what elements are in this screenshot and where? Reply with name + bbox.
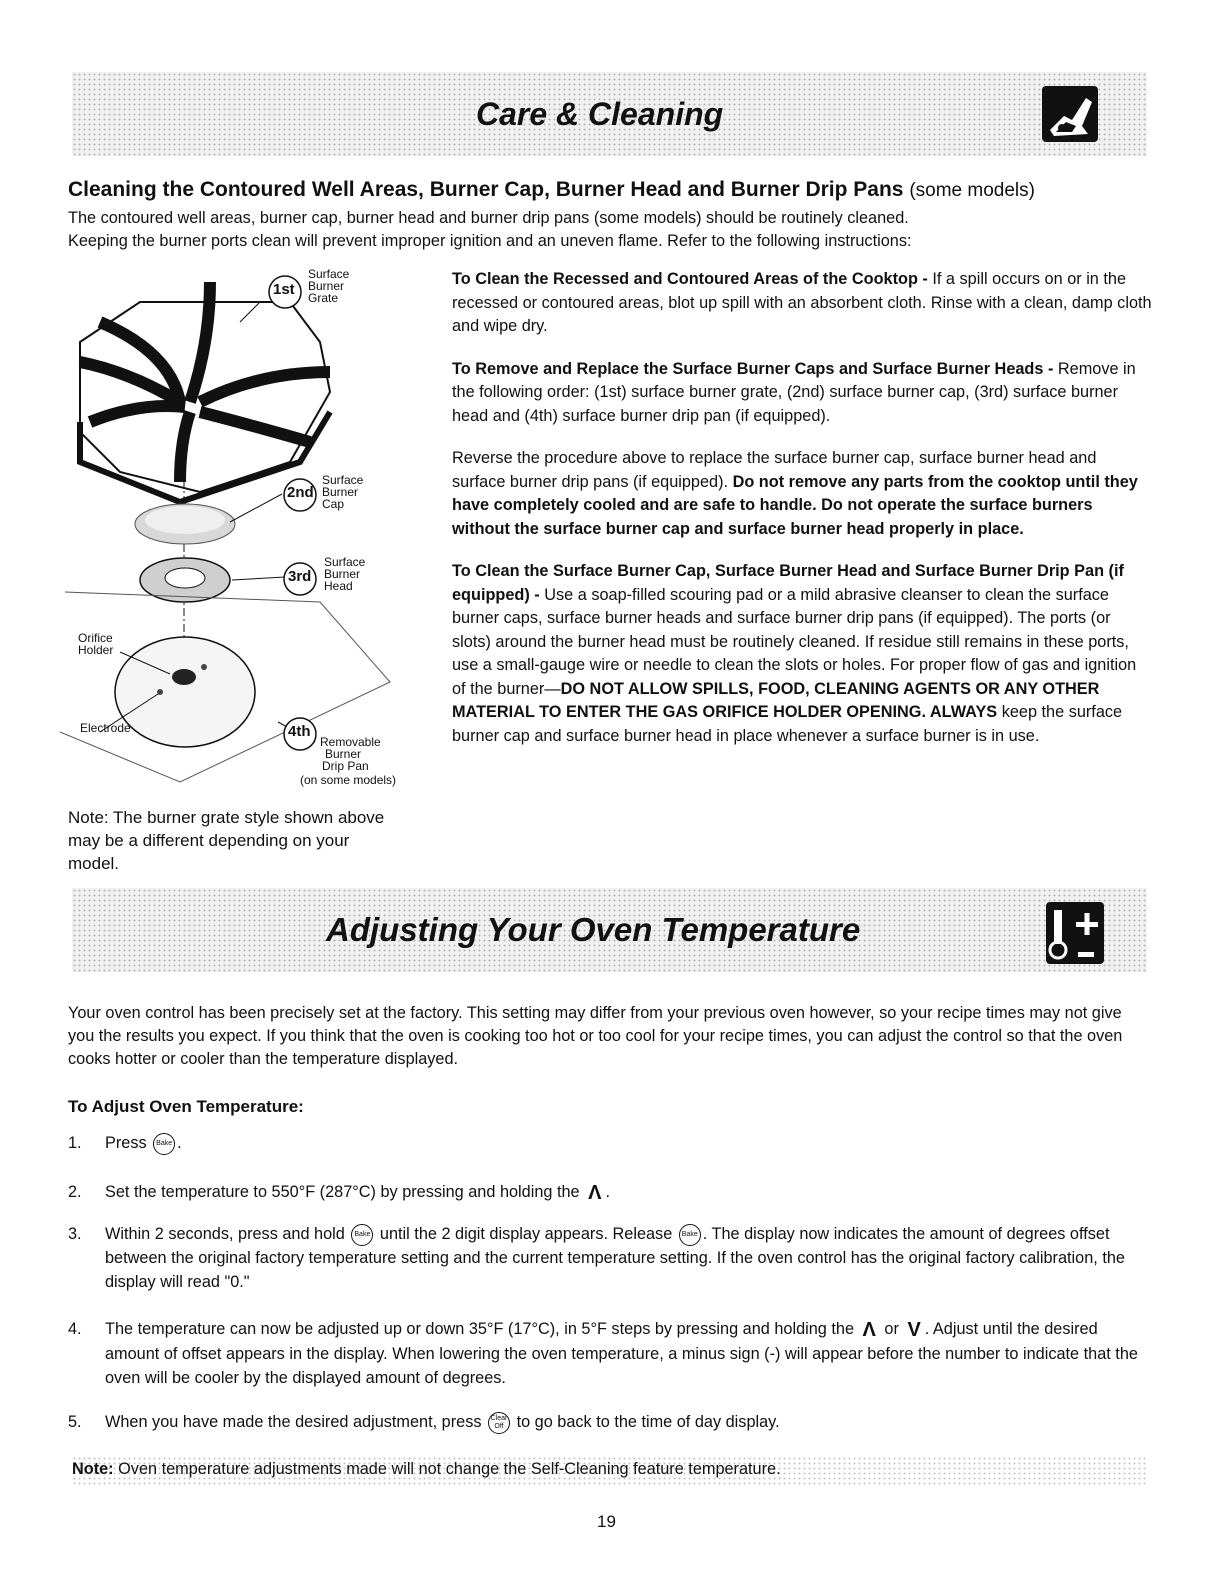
label-orifice-holder: Orifice Holder — [78, 631, 114, 657]
intro-paragraph: The contoured well areas, burner cap, burner head and burner drip pans (some models) should be routinely cleaned. Keeping the burner ports clean will prevent improper ignition and an uneven flame. Refer to the following instructions: — [68, 209, 912, 250]
adjust-subheading: To Adjust Oven Temperature: — [68, 1097, 304, 1116]
paragraph-reverse-procedure: Reverse the procedure above to replace the surface burner cap, surface burner head and surface burner drip pans (if equipped). Do not remove any parts from the cooktop until they have completely cooled and are safe to handle. Do not operate the surface burners without the surface burner cap and surface burner head properly in place. — [452, 449, 1138, 538]
step-1: 1. Press Bake . — [68, 1131, 1153, 1155]
label-3rd-text: Surface Burner Head — [324, 555, 366, 593]
gloved-hand-cleaning-icon — [1042, 86, 1098, 142]
page-number: 19 — [597, 1512, 616, 1531]
calibration-intro: Your oven control has been precisely set at the factory. This setting may differ from your previous oven however, so your recipe times may not give you the results you expect. If you think that the oven is cooking too hot or too cool for your recipe times, you can adjust the control so that the oven cooks hotter or cooler than the temperature displayed. — [68, 1004, 1123, 1068]
bake-key-icon: Bake — [351, 1224, 373, 1246]
up-arrow-icon: Λ — [588, 1182, 602, 1204]
label-electrode: Electrode — [80, 721, 131, 735]
thermometer-plus-minus-icon — [1046, 902, 1104, 964]
label-4th-note: (on some models) — [300, 773, 397, 787]
care-cleaning-banner — [72, 72, 1147, 156]
up-arrow-icon: Λ — [862, 1319, 876, 1341]
label-2nd-text: Surface Burner Cap — [322, 473, 364, 511]
oven-temperature-banner — [72, 888, 1147, 972]
step-3: 3. Within 2 seconds, press and hold Bake until the 2 digit display appears. Release Bake . The display now indicates the amount of degrees offset between the original factory temperature setting and the current temperature setting. If the oven control has the original factory calibration, the display will read "0." — [68, 1225, 1125, 1291]
paragraph-remove-replace: To Remove and Replace the Surface Burner Caps and Surface Burner Heads - Remove in the following order: (1st) surface burner grate, (2nd) surface burner cap, (3rd) surface burner head and (4th) surface burner drip pan (if equipped). — [452, 359, 1136, 425]
step-5: 5. When you have made the desired adjustment, press Clear Off to go back to the time of day display. — [68, 1410, 1153, 1434]
paragraph-clean-cap-head: To Clean the Surface Burner Cap, Surface Burner Head and Surface Burner Drip Pan (if equipped) - Use a soap-filled scouring pad or a mild abrasive cleanser to clean the surface burner caps, surface burner heads and surface burner drip pans (if equipped). The ports (or slots) around the burner head must be routinely cleaned. If residue still remains in these ports, use a small-gauge wire or needle to clean the slots or holes. For proper flow of gas and ignition of the burner—DO NOT ALLOW SPILLS, FOOD, CLEANING AGENTS OR ANY OTHER MATERIAL TO ENTER THE GAS ORIFICE HOLDER OPENING. ALWAYS keep the surface burner cap and surface burner head in place whenever a surface burner is in use. — [452, 562, 1137, 745]
section-title: Adjusting Your Oven Temperature — [326, 911, 861, 948]
burner-grate-drawing — [80, 282, 330, 502]
burner-exploded-diagram — [60, 262, 430, 812]
section-heading: Cleaning the Contoured Well Areas, Burner Cap, Burner Head and Burner Drip Pans (some models) — [68, 178, 1035, 201]
label-2nd-number: 2nd — [287, 484, 314, 501]
bake-key-icon: Bake — [679, 1224, 701, 1246]
paragraph-recessed-areas: To Clean the Recessed and Contoured Areas of the Cooktop - If a spill occurs on or in the recessed or contoured areas, blot up spill with an absorbent cloth. Rinse with a clean, damp cloth and wipe dry. — [452, 270, 1152, 335]
label-1st-number: 1st — [273, 281, 295, 298]
label-4th-text: Removable Burner Drip Pan — [320, 735, 381, 773]
cleaning-instructions — [452, 268, 1152, 767]
clear-off-key-icon: Clear Off — [488, 1412, 510, 1434]
bake-key-icon: Bake — [153, 1133, 175, 1155]
label-3rd-number: 3rd — [288, 568, 312, 585]
grate-style-note: Note: The burner grate style shown above may be a different depending on your model. — [68, 808, 385, 873]
section-title: Care & Cleaning — [476, 96, 724, 132]
label-4th-number: 4th — [288, 723, 311, 740]
down-arrow-icon: V — [907, 1319, 921, 1341]
self-clean-note: Note: Oven temperature adjustments made will not change the Self-Cleaning feature temperature. — [72, 1456, 1147, 1486]
label-1st-text: Surface Burner Grate — [308, 267, 350, 305]
step-4: 4. The temperature can now be adjusted up or down 35°F (17°C), in 5°F steps by pressing and holding the Λ or V . Adjust until the desired amount of offset appears in the display. When lowering the oven temperature, a minus sign (-) will appear before the number to indicate that the oven will be cooler by the displayed amount of degrees. — [68, 1319, 1138, 1387]
step-2: 2. Set the temperature to 550°F (287°C) by pressing and holding the Λ . — [68, 1182, 611, 1204]
